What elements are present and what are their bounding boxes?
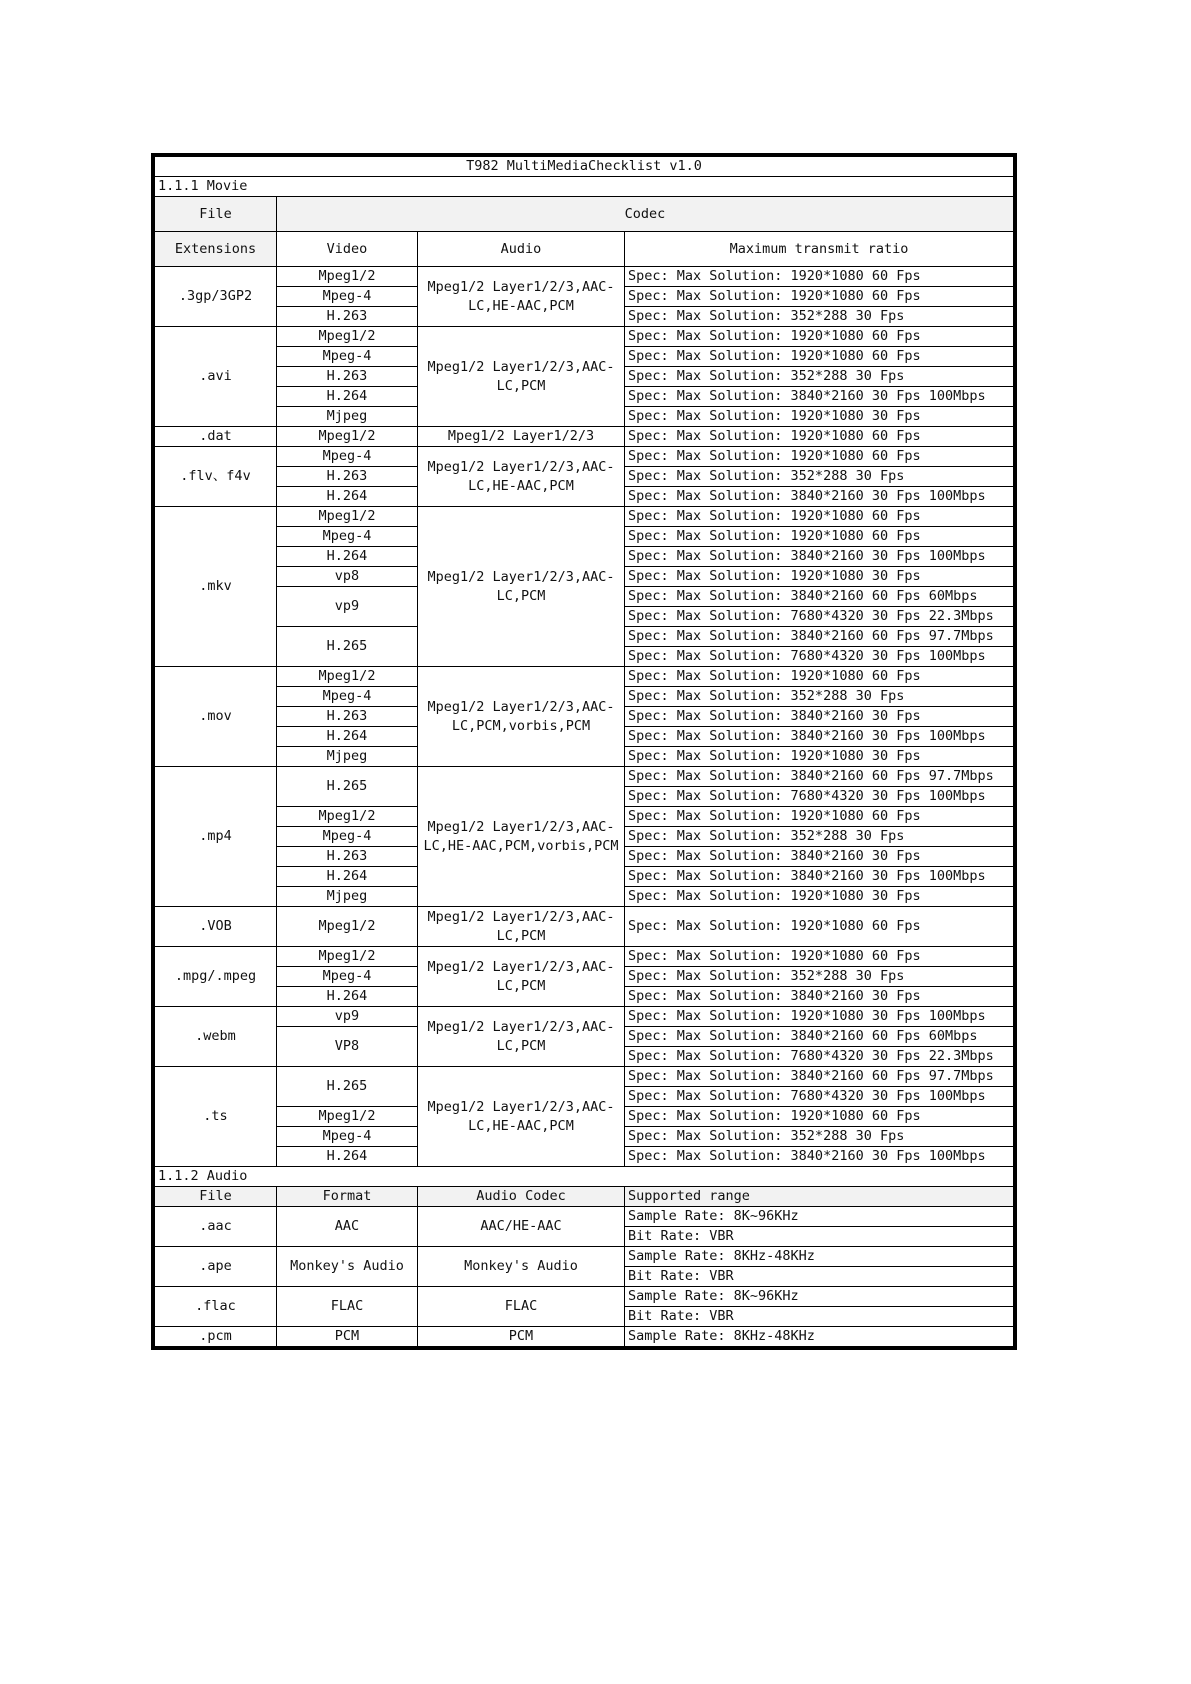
- audio-codecs: Mpeg1/2 Layer1/2/3,AAC-LC,PCM,vorbis,PCM: [418, 667, 625, 767]
- audio-format: PCM: [277, 1327, 418, 1347]
- audio-codecs: Mpeg1/2 Layer1/2/3,AAC-LC,PCM: [418, 1007, 625, 1067]
- audio-codec: PCM: [418, 1327, 625, 1347]
- audio-file: .aac: [155, 1207, 277, 1247]
- spec-cell: Spec: Max Solution: 1920*1080 60 Fps: [625, 1107, 1014, 1127]
- ext-cell: .dat: [155, 427, 277, 447]
- video-codec: H.264: [277, 987, 418, 1007]
- spec-cell: Spec: Max Solution: 3840*2160 60 Fps 60Mbps: [625, 1027, 1014, 1047]
- video-codec: Mpeg1/2: [277, 907, 418, 947]
- header-file: File: [155, 197, 277, 232]
- video-codec: H.265: [277, 627, 418, 667]
- ext-cell: .mkv: [155, 507, 277, 667]
- ext-cell: .VOB: [155, 907, 277, 947]
- spec-cell: Spec: Max Solution: 1920*1080 30 Fps: [625, 407, 1014, 427]
- spec-cell: Spec: Max Solution: 3840*2160 30 Fps 100Mbps: [625, 387, 1014, 407]
- video-codec: Mpeg-4: [277, 1127, 418, 1147]
- ext-cell: .avi: [155, 327, 277, 427]
- video-codec: Mpeg1/2: [277, 667, 418, 687]
- spec-cell: Spec: Max Solution: 7680*4320 30 Fps 100Mbps: [625, 1087, 1014, 1107]
- audio-file: .flac: [155, 1287, 277, 1327]
- audio-codec: FLAC: [418, 1287, 625, 1327]
- audio-codecs: Mpeg1/2 Layer1/2/3,AAC-LC,HE-AAC,PCM: [418, 1067, 625, 1167]
- spec-cell: Spec: Max Solution: 352*288 30 Fps: [625, 367, 1014, 387]
- spec-cell: Spec: Max Solution: 1920*1080 60 Fps: [625, 267, 1014, 287]
- ext-cell: .mp4: [155, 767, 277, 907]
- header-extensions: Extensions: [155, 232, 277, 267]
- video-codec: Mpeg1/2: [277, 267, 418, 287]
- spec-cell: Spec: Max Solution: 3840*2160 30 Fps 100Mbps: [625, 727, 1014, 747]
- ext-cell: .mov: [155, 667, 277, 767]
- audio-header-format: Format: [277, 1187, 418, 1207]
- audio-codecs: Mpeg1/2 Layer1/2/3: [418, 427, 625, 447]
- spec-cell: Spec: Max Solution: 352*288 30 Fps: [625, 967, 1014, 987]
- audio-codecs: Mpeg1/2 Layer1/2/3,AAC-LC,PCM: [418, 507, 625, 667]
- spec-cell: Spec: Max Solution: 1920*1080 30 Fps: [625, 747, 1014, 767]
- audio-codec: Monkey's Audio: [418, 1247, 625, 1287]
- audio-format: AAC: [277, 1207, 418, 1247]
- ext-cell: .3gp/3GP2: [155, 267, 277, 327]
- spec-cell: Spec: Max Solution: 7680*4320 30 Fps 100Mbps: [625, 787, 1014, 807]
- video-codec: H.263: [277, 707, 418, 727]
- audio-range: Sample Rate: 8KHz-48KHz: [625, 1247, 1014, 1267]
- video-codec: Mpeg1/2: [277, 807, 418, 827]
- video-codec: vp8: [277, 567, 418, 587]
- audio-codecs: Mpeg1/2 Layer1/2/3,AAC-LC,PCM: [418, 907, 625, 947]
- spec-cell: Spec: Max Solution: 1920*1080 60 Fps: [625, 667, 1014, 687]
- spec-cell: Spec: Max Solution: 1920*1080 60 Fps: [625, 327, 1014, 347]
- audio-codecs: Mpeg1/2 Layer1/2/3,AAC-LC,PCM: [418, 947, 625, 1007]
- video-codec: H.263: [277, 307, 418, 327]
- audio-header-range: Supported range: [625, 1187, 1014, 1207]
- spec-cell: Spec: Max Solution: 3840*2160 30 Fps: [625, 707, 1014, 727]
- document-title: T982 MultiMediaChecklist v1.0: [155, 157, 1014, 177]
- video-codec: Mpeg-4: [277, 347, 418, 367]
- audio-codec: AAC/HE-AAC: [418, 1207, 625, 1247]
- video-codec: vp9: [277, 587, 418, 627]
- spec-cell: Spec: Max Solution: 3840*2160 60 Fps 97.7Mbps: [625, 767, 1014, 787]
- video-codec: Mpeg1/2: [277, 947, 418, 967]
- audio-format: FLAC: [277, 1287, 418, 1327]
- spec-cell: Spec: Max Solution: 3840*2160 30 Fps 100Mbps: [625, 1147, 1014, 1167]
- section-movie: 1.1.1 Movie: [155, 177, 1014, 197]
- audio-codecs: Mpeg1/2 Layer1/2/3,AAC-LC,HE-AAC,PCM: [418, 447, 625, 507]
- spec-cell: Spec: Max Solution: 352*288 30 Fps: [625, 1127, 1014, 1147]
- header-codec: Codec: [277, 197, 1014, 232]
- spec-cell: Spec: Max Solution: 7680*4320 30 Fps 22.3Mbps: [625, 1047, 1014, 1067]
- header-ratio: Maximum transmit ratio: [625, 232, 1014, 267]
- spec-cell: Spec: Max Solution: 1920*1080 30 Fps 100Mbps: [625, 1007, 1014, 1027]
- video-codec: Mpeg1/2: [277, 507, 418, 527]
- spec-cell: Spec: Max Solution: 1920*1080 60 Fps: [625, 507, 1014, 527]
- video-codec: H.265: [277, 1067, 418, 1107]
- checklist-sheet: [151, 153, 1017, 1350]
- video-codec: vp9: [277, 1007, 418, 1027]
- spec-cell: Spec: Max Solution: 1920*1080 60 Fps: [625, 447, 1014, 467]
- audio-codecs: Mpeg1/2 Layer1/2/3,AAC-LC,HE-AAC,PCM,vorbis,PCM: [418, 767, 625, 907]
- video-codec: Mjpeg: [277, 887, 418, 907]
- audio-range: Sample Rate: 8K~96KHz: [625, 1287, 1014, 1307]
- audio-file: .ape: [155, 1247, 277, 1287]
- video-codec: Mpeg-4: [277, 827, 418, 847]
- video-codec: Mjpeg: [277, 747, 418, 767]
- audio-range: Bit Rate: VBR: [625, 1307, 1014, 1327]
- video-codec: Mpeg-4: [277, 967, 418, 987]
- video-codec: Mpeg1/2: [277, 1107, 418, 1127]
- video-codec: H.264: [277, 1147, 418, 1167]
- spec-cell: Spec: Max Solution: 1920*1080 60 Fps: [625, 527, 1014, 547]
- audio-range: Bit Rate: VBR: [625, 1267, 1014, 1287]
- spec-cell: Spec: Max Solution: 3840*2160 60 Fps 60Mbps: [625, 587, 1014, 607]
- header-video: Video: [277, 232, 418, 267]
- spec-cell: Spec: Max Solution: 1920*1080 60 Fps: [625, 287, 1014, 307]
- video-codec: H.264: [277, 867, 418, 887]
- spec-cell: Spec: Max Solution: 352*288 30 Fps: [625, 467, 1014, 487]
- spec-cell: Spec: Max Solution: 1920*1080 60 Fps: [625, 427, 1014, 447]
- ext-cell: .flv、f4v: [155, 447, 277, 507]
- audio-header-codec: Audio Codec: [418, 1187, 625, 1207]
- spec-cell: Spec: Max Solution: 352*288 30 Fps: [625, 687, 1014, 707]
- spec-cell: Spec: Max Solution: 3840*2160 30 Fps 100Mbps: [625, 487, 1014, 507]
- video-codec: Mpeg1/2: [277, 327, 418, 347]
- section-audio: 1.1.2 Audio: [155, 1167, 1014, 1187]
- multimedia-checklist-table: [154, 156, 1014, 1347]
- spec-cell: Spec: Max Solution: 7680*4320 30 Fps 100Mbps: [625, 647, 1014, 667]
- video-codec: Mjpeg: [277, 407, 418, 427]
- ext-cell: .ts: [155, 1067, 277, 1167]
- spec-cell: Spec: Max Solution: 1920*1080 60 Fps: [625, 947, 1014, 967]
- video-codec: H.263: [277, 467, 418, 487]
- spec-cell: Spec: Max Solution: 1920*1080 60 Fps: [625, 807, 1014, 827]
- spec-cell: Spec: Max Solution: 3840*2160 60 Fps 97.7Mbps: [625, 1067, 1014, 1087]
- spec-cell: Spec: Max Solution: 1920*1080 60 Fps: [625, 907, 1014, 947]
- spec-cell: Spec: Max Solution: 3840*2160 30 Fps: [625, 847, 1014, 867]
- audio-codecs: Mpeg1/2 Layer1/2/3,AAC-LC,HE-AAC,PCM: [418, 267, 625, 327]
- audio-file: .pcm: [155, 1327, 277, 1347]
- spec-cell: Spec: Max Solution: 7680*4320 30 Fps 22.3Mbps: [625, 607, 1014, 627]
- spec-cell: Spec: Max Solution: 1920*1080 60 Fps: [625, 347, 1014, 367]
- ext-cell: .mpg/.mpeg: [155, 947, 277, 1007]
- audio-range: Bit Rate: VBR: [625, 1227, 1014, 1247]
- video-codec: VP8: [277, 1027, 418, 1067]
- ext-cell: .webm: [155, 1007, 277, 1067]
- spec-cell: Spec: Max Solution: 3840*2160 60 Fps 97.7Mbps: [625, 627, 1014, 647]
- video-codec: H.264: [277, 387, 418, 407]
- spec-cell: Spec: Max Solution: 1920*1080 30 Fps: [625, 567, 1014, 587]
- video-codec: H.263: [277, 367, 418, 387]
- spec-cell: Spec: Max Solution: 352*288 30 Fps: [625, 827, 1014, 847]
- video-codec: Mpeg1/2: [277, 427, 418, 447]
- video-codec: H.263: [277, 847, 418, 867]
- video-codec: Mpeg-4: [277, 287, 418, 307]
- header-audio: Audio: [418, 232, 625, 267]
- audio-format: Monkey's Audio: [277, 1247, 418, 1287]
- video-codec: Mpeg-4: [277, 527, 418, 547]
- audio-header-file: File: [155, 1187, 277, 1207]
- video-codec: H.264: [277, 727, 418, 747]
- spec-cell: Spec: Max Solution: 3840*2160 30 Fps 100Mbps: [625, 547, 1014, 567]
- video-codec: H.264: [277, 487, 418, 507]
- audio-range: Sample Rate: 8K~96KHz: [625, 1207, 1014, 1227]
- video-codec: H.265: [277, 767, 418, 807]
- spec-cell: Spec: Max Solution: 3840*2160 30 Fps: [625, 987, 1014, 1007]
- audio-codecs: Mpeg1/2 Layer1/2/3,AAC-LC,PCM: [418, 327, 625, 427]
- video-codec: H.264: [277, 547, 418, 567]
- video-codec: Mpeg-4: [277, 447, 418, 467]
- spec-cell: Spec: Max Solution: 3840*2160 30 Fps 100Mbps: [625, 867, 1014, 887]
- audio-range: Sample Rate: 8KHz-48KHz: [625, 1327, 1014, 1347]
- spec-cell: Spec: Max Solution: 1920*1080 30 Fps: [625, 887, 1014, 907]
- spec-cell: Spec: Max Solution: 352*288 30 Fps: [625, 307, 1014, 327]
- video-codec: Mpeg-4: [277, 687, 418, 707]
